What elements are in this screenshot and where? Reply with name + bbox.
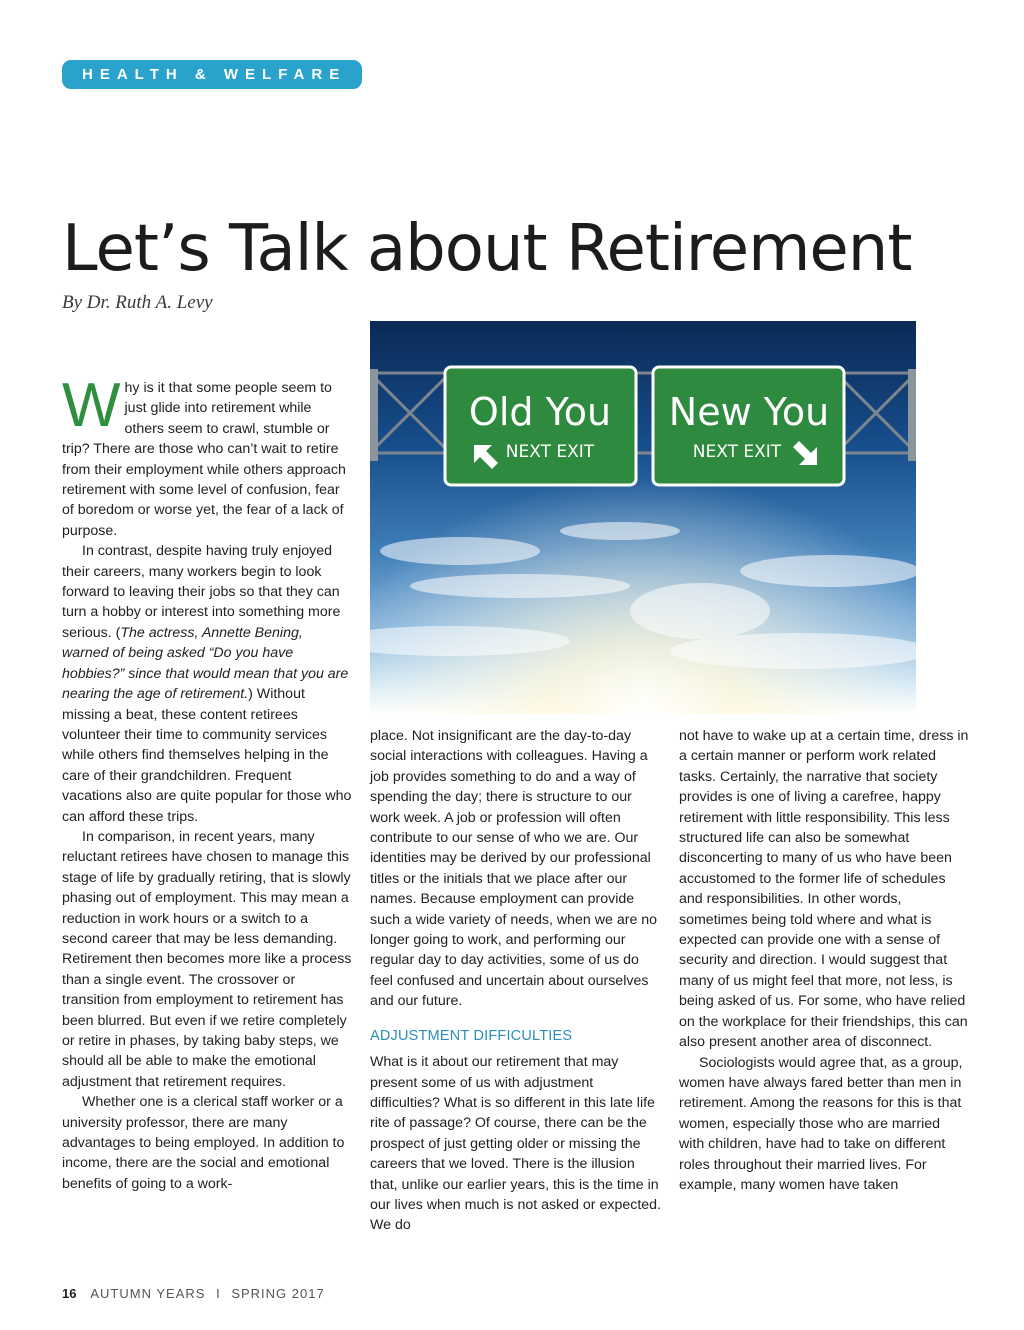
new-you-title: New You (668, 390, 830, 434)
highway-signs-illustration (370, 321, 916, 714)
paragraph: In comparison, in recent years, many reluctant retirees have chosen to manage this stage of life by gradually retiring, that is slowly phasing out of employment. This may mean a reduction in work hours or a switch to a second career that may be less demanding. Retirement then becomes more like a process than a single event. The crossover or transition from employment to retirement has been blurred. But even if we retire completely or retire in phases, by taking baby steps, we should all be able to make the emotional adjustment that retirement requires. (62, 828, 352, 1090)
hero-image (370, 321, 916, 714)
publication-name: AUTUMN YEARS (90, 1286, 206, 1301)
issue-label: SPRING 2017 (231, 1286, 325, 1301)
column-1 (62, 371, 352, 1194)
column-3 (679, 726, 969, 1195)
paragraph-text: In contrast, despite having truly enjoyed their careers, many workers begin to look forward to leaving their jobs so that they can turn a hobby or interest into something more serious. ( (62, 543, 341, 641)
paragraph: Whether one is a clerical staff worker or a university professor, there are many advantages to being employed. In addition to income, there are the social and emotional benefits of going to a work- (62, 1094, 345, 1192)
drop-cap: W (62, 371, 121, 440)
old-you-title: Old You (468, 390, 612, 434)
page-number: 16 (62, 1286, 77, 1301)
paragraph (62, 371, 352, 541)
italic-quote: The actress, Annette Bening, warned of being asked “Do you have hobbies?” since that would mean that you are nearing the age of retirement. (62, 624, 349, 703)
column-2 (370, 726, 662, 1236)
byline: By Dr. Ruth A. Levy (62, 292, 213, 313)
old-you-subtitle: NEXT EXIT (505, 442, 595, 462)
subheading: ADJUSTMENT DIFFICULTIES (370, 1027, 573, 1044)
article-title: Let’s Talk about Retirement (62, 212, 912, 286)
new-you-subtitle: NEXT EXIT (692, 442, 782, 462)
paragraph: What is it about our retirement that may present some of us with adjustment difficulties? What is so different in this late life rite of passage? Of course, there can be the prospect of just getting older or missing the careers that we loved. There is the illusion that, unlike our earlier years, this is the time in our lives when much is not asked or expected. We do (370, 1054, 661, 1234)
paragraph: place. Not insignificant are the day-to-day social interactions with colleagues. Having a job provides something to do and a way of spending the day; there is structure to our work week. A job or profession will often contribute to our sense of who we are. Our identities may be derived by our professional titles or the initials that we place after our names. Because employment can provide such a wide variety of needs, when we are no longer going to work, and performing our regular day to day activities, some of us do feel confused and uncertain about ourselves and our future. (370, 728, 658, 1010)
footer-separator: I (216, 1286, 221, 1301)
page-footer (62, 1286, 325, 1301)
paragraph-text: hy is it that some people seem to just glide into retirement while others seem to crawl, stumble or trip? There are those who can’t wait to retire from their employment while others approach retirement with some level of confusion, fear of boredom or worse yet, the fear of a lack of purpose. (62, 380, 346, 539)
paragraph: Sociologists would agree that, as a group, women have always fared better than men in retirement. Among the reasons for this is that women, especially those who are married with children, have had to take on different roles throughout their married lives. For example, many women have taken (679, 1054, 963, 1193)
paragraph (62, 541, 352, 827)
section-label: HEALTH & WELFARE (62, 60, 362, 89)
paragraph: not have to wake up at a certain time, dress in a certain manner or perform work related tasks. Certainly, the narrative that society provides is one of living a carefree, happy retirement with little responsibility. This less structured life can also be somewhat disconcerting to many of us who have been accustomed to the former life of schedules and responsibilities. In other words, sometimes being told where and what is expected can provide one with a sense of security and direction. I would suggest that many of us might feel that more, not less, is being asked of us. For some, who have relied on the workplace for their friendships, this can also present another area of disconnect. (679, 728, 969, 1051)
paragraph-text: ) Without missing a beat, these content retirees volunteer their time to community services while others find themselves helping in the care of their grandchildren. Frequent vacations also are quite popular for those who can afford these trips. (62, 686, 352, 825)
